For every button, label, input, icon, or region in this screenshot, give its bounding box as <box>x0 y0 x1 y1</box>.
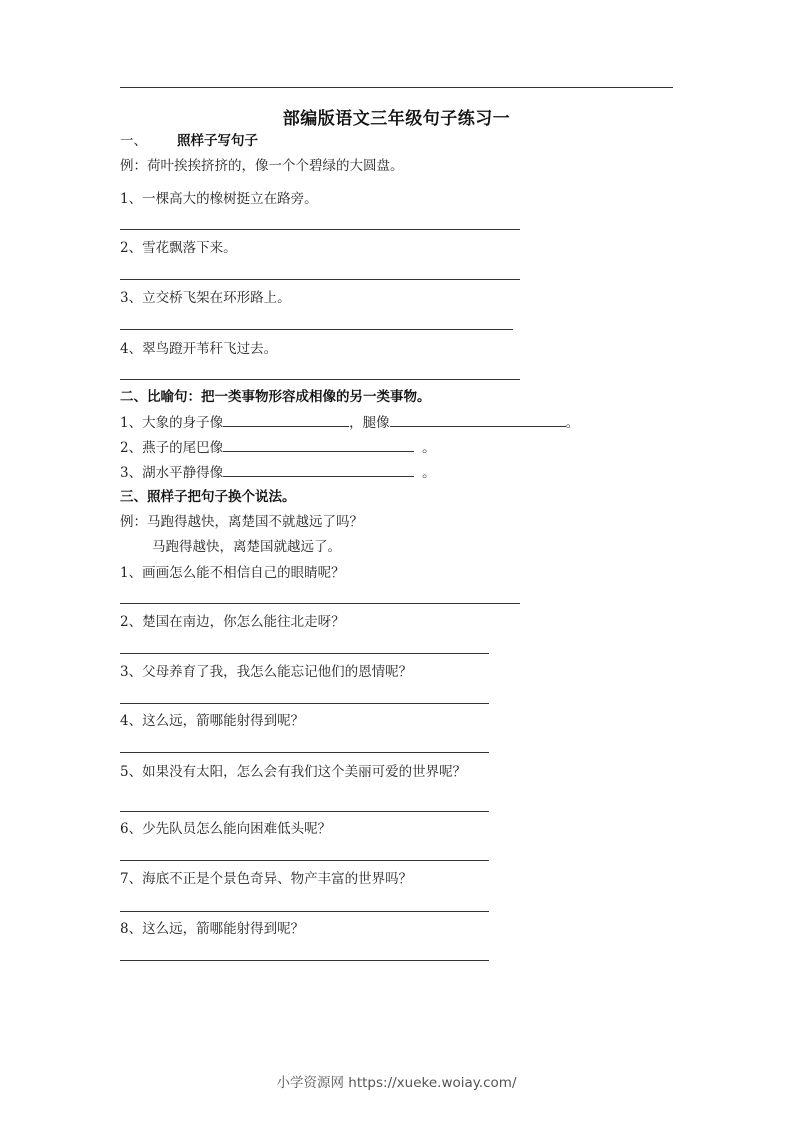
section1-answer-line-2[interactable] <box>120 279 520 280</box>
section1-answer-line-1[interactable] <box>120 229 520 230</box>
footer-watermark: 小学资源网 https://xueke.woiay.com/ <box>276 1075 517 1091</box>
item-end: 。 <box>422 465 436 481</box>
section2-item-1 <box>120 413 579 432</box>
section1-item-3: 3、立交桥飞架在环形路上。 <box>120 290 291 306</box>
section3-answer-line-3[interactable] <box>120 703 489 704</box>
section1-title: 照样子写句子 <box>177 133 258 149</box>
section2-heading: 二、比喻句：把一类事物形容成相像的另一类事物。 <box>120 389 431 405</box>
item-prefix: 3、湖水平静得像 <box>120 465 224 481</box>
item-middle: ，腿像 <box>349 415 390 431</box>
section3-item-3: 3、父母养育了我，我怎么能忘记他们的恩情呢？ <box>120 664 413 680</box>
blank-field[interactable] <box>223 463 414 477</box>
section1-answer-line-4[interactable] <box>120 379 520 380</box>
section3-answer-line-7[interactable] <box>120 911 489 912</box>
section1-item-1: 1、一棵高大的橡树挺立在路旁。 <box>120 191 318 207</box>
section1-example: 例：荷叶挨挨挤挤的，像一个个碧绿的大圆盘。 <box>120 158 404 174</box>
section3-item-4: 4、这么远，箭哪能射得到呢？ <box>120 713 305 729</box>
header-rule <box>120 87 673 88</box>
section1-heading <box>120 132 258 150</box>
section3-answer-line-4[interactable] <box>120 752 489 753</box>
section3-item-1: 1、画画怎么能不相信自己的眼睛呢？ <box>120 565 345 581</box>
section2-item-2 <box>120 438 436 457</box>
section3-example-1: 例：马跑得越快，离楚国不就越远了吗？ <box>120 514 363 530</box>
item-prefix: 1、大象的身子像 <box>120 415 224 431</box>
blank-field[interactable] <box>223 438 414 452</box>
section3-item-6: 6、少先队员怎么能向困难低头呢？ <box>120 821 332 837</box>
page-title: 部编版语文三年级句子练习一 <box>282 109 511 129</box>
section1-item-2: 2、雪花飘落下来。 <box>120 240 237 256</box>
section3-item-8: 8、这么远，箭哪能射得到呢？ <box>120 921 305 937</box>
section1-number: 一、 <box>120 133 147 149</box>
item-end: 。 <box>422 440 436 456</box>
blank-field[interactable] <box>223 413 349 427</box>
section3-answer-line-6[interactable] <box>120 860 489 861</box>
section3-example-2: 马跑得越快，离楚国就越远了。 <box>152 539 341 555</box>
section3-item-2: 2、楚国在南边，你怎么能往北走呀？ <box>120 614 345 630</box>
section3-answer-line-1[interactable] <box>120 603 520 604</box>
blank-field[interactable] <box>390 413 566 427</box>
item-end: 。 <box>565 415 580 431</box>
section2-item-3 <box>120 463 436 482</box>
section3-answer-line-2[interactable] <box>120 653 489 654</box>
item-prefix: 2、燕子的尾巴像 <box>120 440 224 456</box>
section3-heading: 三、照样子把句子换个说法。 <box>120 489 296 505</box>
section3-item-5: 5、如果没有太阳，怎么会有我们这个美丽可爱的世界呢？ <box>120 764 467 780</box>
section1-answer-line-3[interactable] <box>120 329 513 330</box>
section3-answer-line-8[interactable] <box>120 960 489 961</box>
section3-item-7: 7、海底不正是个景色奇异、物产丰富的世界吗？ <box>120 871 413 887</box>
section1-item-4: 4、翠鸟蹬开苇秆飞过去。 <box>120 341 278 357</box>
section3-answer-line-5[interactable] <box>120 811 489 812</box>
